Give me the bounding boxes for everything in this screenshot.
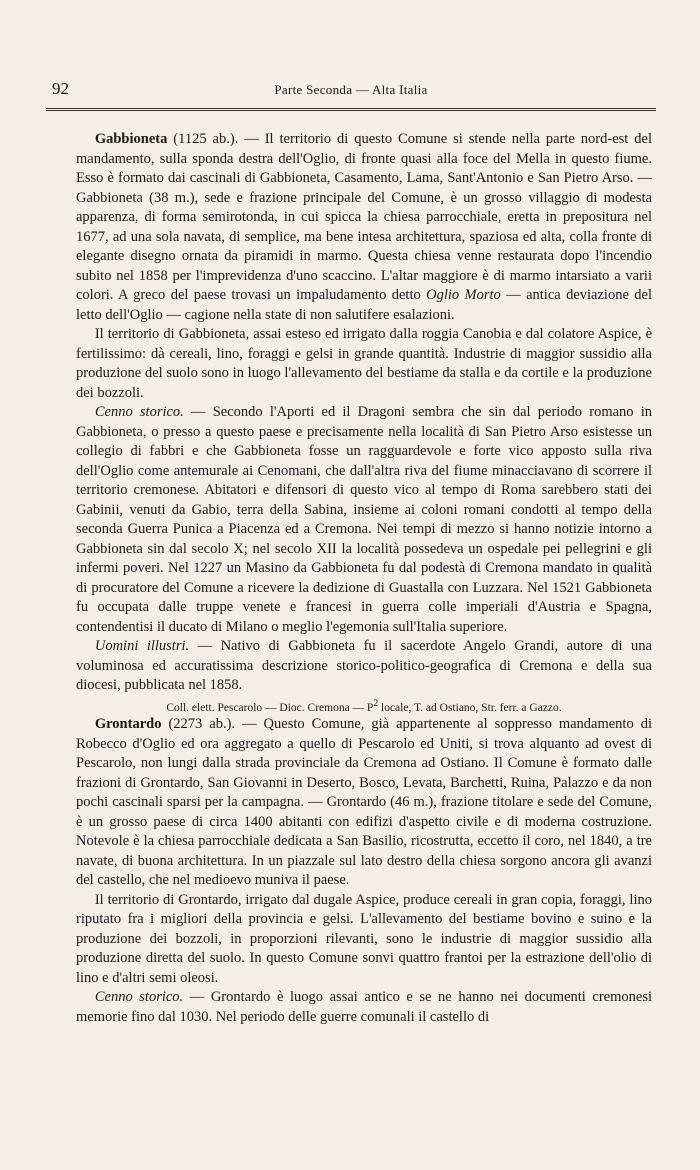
gabbioneta-territory-paragraph: Il territorio di Gabbioneta, assai esteso ed irrigato dalla roggia Canobia e dal colatore Aspice, è fertilissimo: dà cereali, lino, foraggi e gelsi in grande quantità. Industrie di maggior sussidio alla produzione del suolo sono in luogo l'allevamento del bestiame da stalla e da cortile e la produzione dei bozzoli.: [76, 326, 652, 401]
page-header: [46, 76, 656, 106]
grontardo-intro-paragraph: [76, 715, 652, 891]
info-text: locale, T. ad Ostiano, Str. ferr. a Gazzo.: [378, 701, 562, 714]
paragraph-text: — antica deviazione del letto dell'Oglio — cagione nella state di non salutifere esalazioni.: [76, 287, 652, 323]
italic-term: Oglio Morto: [426, 287, 501, 303]
page-body: [76, 130, 652, 1027]
section-label-cenno-storico: Cenno storico.: [94, 989, 184, 1006]
paragraph-text: — Nativo di Gabbioneta fu il sacerdote Angelo Grandi, autore di una voluminosa ed accuratissima descrizione storico-politico-geografica di Cremona e della sua diocesi, pubblicata nel 1858.: [76, 638, 652, 693]
running-head: Parte Seconda — Alta Italia: [274, 82, 428, 97]
paragraph-text: — Grontardo è luogo assai antico e se ne hanno nei documenti cremonesi memorie fino dal 1030. Nel periodo delle guerre comunali il castello di: [76, 989, 652, 1025]
grontardo-territory-paragraph: Il territorio di Grontardo, irrigato dal dugale Aspice, produce cereali in gran copia, foraggi, lino riputato fra i migliori della provincia e gelsi. L'allevamento del bestiame bovino e suino e la produzione dei bozzoli, in proporzioni rilevanti, sono le industrie di maggior sussidio alla produzione diretta del suolo. In questo Comune sonvi quattro frantoi per la estrazione dell'olio di lino e d'altri semi oleosi.: [76, 891, 652, 986]
gabbioneta-history-paragraph: [76, 403, 652, 637]
grontardo-history-paragraph: [76, 988, 652, 1027]
info-text: Coll. elett. Pescarolo — Dioc. Cremona — P: [166, 701, 374, 714]
entry-name-grontardo: Grontardo: [94, 716, 162, 733]
gabbioneta-info-line: [76, 696, 652, 716]
header-rule: [46, 108, 656, 111]
paragraph-text: (2273 ab.). — Questo Comune, già appartenente al soppresso mandamento di Robecco d'Oglio ed ora aggregato a quello di Pescarolo ed Uniti, si trova alquanto ad ovest di Pescarolo, non lungi dalla strada provinciale da Cremona ad Ostiano. Il Comune è formato dalle frazioni di Grontardo, San Giovanni in Deserto, Bosco, Levata, Barchetti, Ruina, Palazzo e da non pochi cascinali sparsi per la campagna. — Grontardo (46 m.), frazione titolare e sede del Comune, è un grosso paese di circa 1400 abitanti con edifizi d'aspetto civile e di moderna costruzione. Notevole è la chiesa parrocchiale dedicata a San Basilio, ricostrutta, eccetto il coro, nel 1840, a tre navate, di buona architettura. In un piazzale sul lato destro della chiesa sorgono ancora gli avanzi del castello, che nel medioevo muniva il paese.: [76, 716, 652, 889]
section-label-uomini-illustri: Uomini illustri.: [94, 638, 190, 654]
paragraph-text: (1125 ab.). — Il territorio di questo Comune si stende nella parte nord-est del mandamento, sulla sponda destra dell'Oglio, di fronte quasi alla foce del Mella in questo fiume. Esso è formato dai cascinali di Gabbioneta, Casamento, Lama, Sant'Antonio e San Pietro Arso. — Gabbioneta (38 m.), sede e frazione principale del Comune, è un grosso villaggio di modesta apparenza, di forma semirotonda, in cui spicca la chiesa parrocchiale, eretta in prepositura nel 1677, ad una sola navata, di semplice, ma bene intesa architettura, spaziosa ed alta, colla fronte di elegante disegno ornata da piramidi in marmo. Questa chiesa venne restaurata dopo l'incendio subito nel 1858 per l'imprevidenza d'uno scaccino. L'altar maggiore è di marmo intarsiato a varii colori. A greco del paese trovasi un impaludamento detto: [76, 131, 652, 303]
page-number: 92: [52, 79, 69, 98]
gabbioneta-notables-paragraph: [76, 637, 652, 696]
gabbioneta-intro-paragraph: [76, 130, 652, 325]
info-superscript: 2: [373, 697, 379, 709]
entry-name-gabbioneta: Gabbioneta: [94, 131, 168, 147]
section-label-cenno-storico: Cenno storico.: [94, 404, 184, 420]
paragraph-text: — Secondo l'Aporti ed il Dragoni sembra che sin dal periodo romano in Gabbioneta, o presso a questo paese e precisamente nella località di San Pietro Arso esistesse un collegio di fabbri e che Gabbioneta fosse un ragguardevole e forte vico apposto sulla riva dell'Oglio come antemurale ai Cenomani, che dall'altra riva del fiume minacciavano di scorrere il territorio cremonese. Abitatori e difensori di questo vico al tempo di Roma sarebbero stati dei Gabinii, venuti da Gabio, terra della Sabina, insieme ai coloni romani condotti al tempo della seconda Guerra Punica a Piacenza ed a Cremona. Nei tempi di mezzo si hanno notizie intorno a Gabbioneta sin dal secolo X; nel secolo XII la località possedeva un ospedale pei pellegrini e gli infermi poveri. Nel 1227 un Masino da Gabbioneta fu dal podestà di Cremona mandato in qualità di procuratore del Comune a ricevere la dedizione di Guastalla con Luzzara. Nel 1521 Gabbioneta fu occupata dalle truppe venete e francesi in guerra colle imperiali d'Austria e Spagna, contendentisi il ducato di Milano o meglio l'egemonia sull'Italia superiore.: [76, 404, 653, 635]
